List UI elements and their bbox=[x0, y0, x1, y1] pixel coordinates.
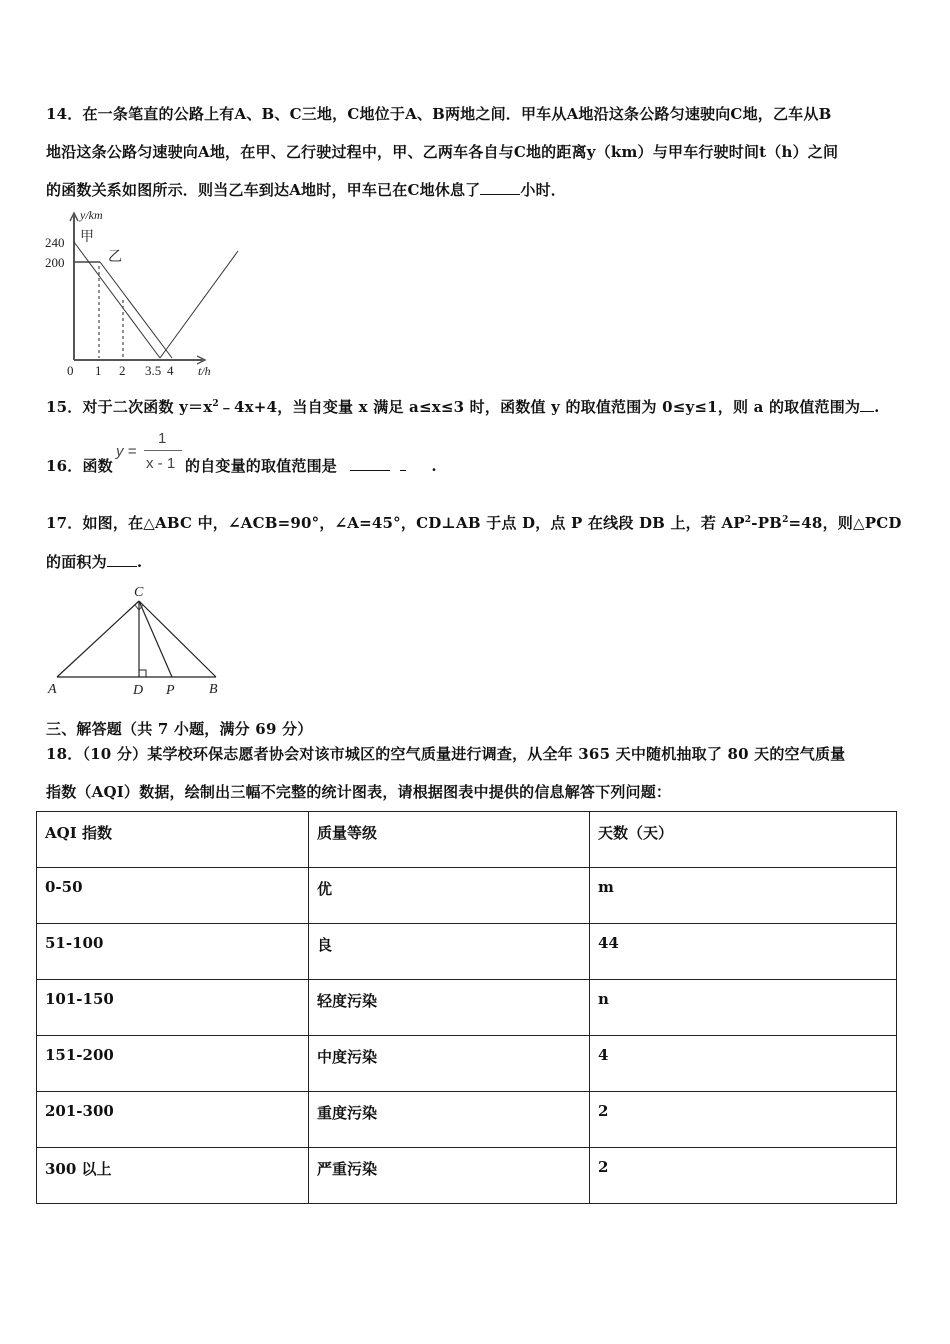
q17-text-b: -PB bbox=[751, 514, 783, 532]
table-row bbox=[37, 924, 897, 980]
x-axis-label: t/h bbox=[198, 364, 211, 378]
answer-blank-q15 bbox=[860, 397, 874, 412]
q17-sup1: 2 bbox=[744, 515, 752, 525]
q14-line2: 地沿这条公路匀速驶向A地，在甲、乙行驶过程中，甲、乙两车各自与C地的距离y（km）与甲车行驶时间t（h）之间 bbox=[46, 143, 839, 161]
table-cell: m bbox=[590, 868, 897, 924]
q18-line1: 18．（10 分）某学校环保志愿者协会对该市城区的空气质量进行调查，从全年 365 天中随机抽取了 80 天的空气质量 bbox=[46, 745, 846, 763]
table-row bbox=[37, 1092, 897, 1148]
x-tick-1: 1 bbox=[95, 363, 102, 378]
q14-line3-text: 的函数关系如图所示．则当乙车到达A地时，甲车已在C地休息了 bbox=[46, 181, 481, 199]
q14-line1: 14．在一条笔直的公路上有A、B、C三地，C地位于A、B两地之间．甲车从A地沿这条公路匀速驶向C地，乙车从B bbox=[46, 105, 832, 123]
q15-text bbox=[46, 396, 880, 417]
q17-text-c: =48，则△PCD bbox=[788, 514, 902, 532]
q17-line2 bbox=[46, 551, 142, 572]
series-label-yi: 乙 bbox=[108, 249, 122, 265]
table-header-row bbox=[37, 812, 897, 868]
y-axis-label: y/km bbox=[80, 208, 103, 222]
q16-text-b bbox=[185, 455, 437, 476]
answer-blank-q16-tail bbox=[400, 456, 406, 471]
q15-suffix: . bbox=[874, 398, 880, 416]
table-cell: 优 bbox=[309, 868, 590, 924]
table-row bbox=[37, 1036, 897, 1092]
q17-triangle-figure bbox=[40, 578, 230, 703]
table-cell: 44 bbox=[590, 924, 897, 980]
q17-suffix: . bbox=[136, 553, 143, 571]
formula-lhs: y = bbox=[116, 443, 137, 460]
formula-numerator: 1 bbox=[158, 430, 167, 447]
answer-blank-q17 bbox=[107, 552, 137, 567]
table-cell: 0-50 bbox=[37, 868, 309, 924]
answer-blank-q16 bbox=[350, 456, 390, 471]
table-cell: 51-100 bbox=[37, 924, 309, 980]
table-row bbox=[37, 1148, 897, 1204]
series-label-jia: 甲 bbox=[80, 229, 94, 245]
table-header-cell: AQI 指数 bbox=[37, 812, 309, 868]
table-cell: 300 以上 bbox=[37, 1148, 309, 1204]
table-cell: 201-300 bbox=[37, 1092, 309, 1148]
x-tick-3-5: 3.5 bbox=[145, 363, 162, 378]
section-title: 三、解答题（共 7 小题，满分 69 分） bbox=[46, 720, 313, 738]
vertex-label-d: D bbox=[133, 683, 144, 698]
aqi-table bbox=[36, 811, 897, 1204]
q15-sup: 2 bbox=[212, 399, 219, 409]
x-tick-0: 0 bbox=[67, 363, 74, 378]
q18-line2: 指数（AQI）数据，绘制出三幅不完整的统计图表，请根据图表中提供的信息解答下列问题： bbox=[46, 783, 672, 801]
table-row bbox=[37, 868, 897, 924]
table-cell: 严重污染 bbox=[309, 1148, 590, 1204]
x-tick-2: 2 bbox=[119, 363, 126, 378]
q14-line3-suffix: 小时． bbox=[520, 181, 566, 199]
q16-suffix: . bbox=[431, 457, 437, 475]
vertex-label-p: P bbox=[166, 683, 175, 698]
fraction-bar bbox=[144, 450, 182, 451]
q17-line2-text: 的面积为 bbox=[46, 553, 107, 571]
vertex-label-b: B bbox=[209, 682, 218, 697]
table-cell: 2 bbox=[590, 1092, 897, 1148]
q15-text-a: 15．对于二次函数 y＝x bbox=[46, 398, 213, 416]
table-cell: n bbox=[590, 980, 897, 1036]
q16-text-main: 的自变量的取值范围是 bbox=[185, 457, 338, 475]
vertex-label-c: C bbox=[134, 585, 144, 600]
formula-denominator: x - 1 bbox=[146, 455, 176, 472]
table-cell: 2 bbox=[590, 1148, 897, 1204]
table-cell: 轻度污染 bbox=[309, 980, 590, 1036]
x-tick-4: 4 bbox=[167, 363, 174, 378]
answer-blank-q14 bbox=[480, 180, 520, 195]
table-cell: 151-200 bbox=[37, 1036, 309, 1092]
q16-text bbox=[46, 455, 113, 476]
q14-graph bbox=[40, 205, 255, 385]
table-cell: 良 bbox=[309, 924, 590, 980]
vertex-label-a: A bbox=[48, 682, 57, 697]
table-row bbox=[37, 980, 897, 1036]
y-tick-240: 240 bbox=[45, 235, 65, 250]
q17-sup2: 2 bbox=[782, 515, 789, 525]
q15-text-b: ﹣4x+4，当自变量 x 满足 a≤x≤3 时，函数值 y 的取值范围为 0≤y≤1，则 a 的取值范围为 bbox=[218, 398, 861, 416]
table-cell: 中度污染 bbox=[309, 1036, 590, 1092]
table-cell: 重度污染 bbox=[309, 1092, 590, 1148]
y-tick-200: 200 bbox=[45, 255, 65, 270]
table-header-cell: 天数（天） bbox=[590, 812, 897, 868]
q16-prefix: 16．函数 bbox=[46, 457, 113, 475]
table-cell: 4 bbox=[590, 1036, 897, 1092]
q14-line3 bbox=[46, 179, 566, 200]
table-cell: 101-150 bbox=[37, 980, 309, 1036]
q17-text-a: 17．如图，在△ABC 中，∠ACB=90°，∠A=45°，CD⊥AB 于点 D，点 P 在线段 DB 上，若 AP bbox=[46, 514, 745, 532]
table-header-cell: 质量等级 bbox=[309, 812, 590, 868]
q17-line1 bbox=[46, 512, 902, 533]
